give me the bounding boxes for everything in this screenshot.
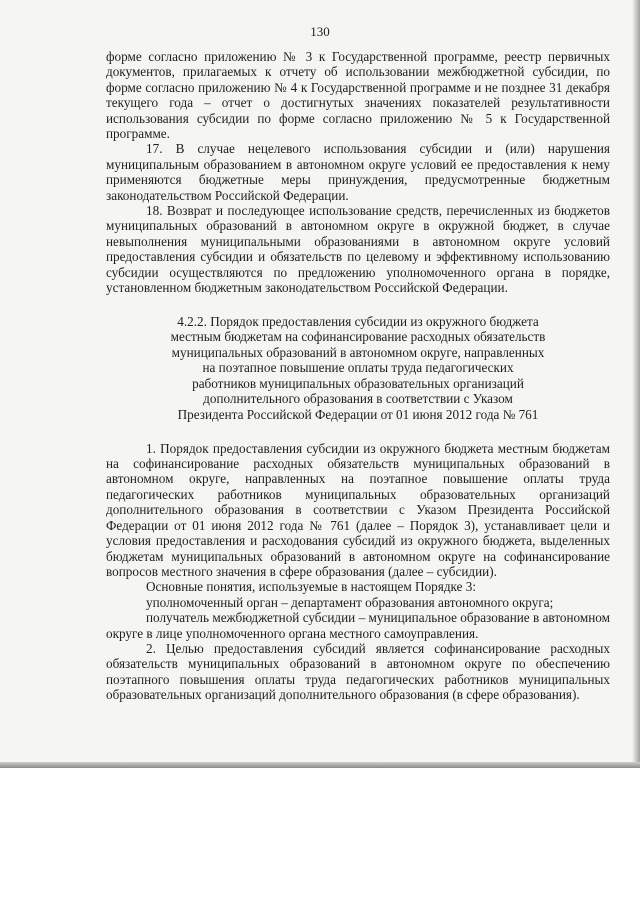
paragraph: 17. В случае нецелевого использования субсидии и (или) нарушения муниципальным образованием в автономном округе условий ее предоставления к нему применяются бюджетные меры принуждения, предусмотренные бюджетным законодательством Российской Федерации. [106, 141, 610, 203]
page-number: 130 [310, 24, 330, 39]
paragraph: 18. Возврат и последующее использование средств, перечисленных из бюджетов муниципальных образований в автономном округе в окружной бюджет, в случае невыполнения муниципальными образованиями в автономном округе условий предоставления субсидии и обязательств по целевому и эффективному использованию субсидии осуществляются по предложению уполномоченного органа в порядке, установленном бюджетным законодательством Российской Федерации. [106, 203, 610, 296]
heading-line: на поэтапное повышение оплаты труда педагогических [202, 360, 514, 376]
heading-line: Президента Российской Федерации от 01 июня 2012 года № 761 [177, 407, 539, 423]
paragraph: Основные понятия, используемые в настоящем Порядке 3: [146, 579, 477, 595]
scan-shadow [632, 0, 640, 768]
paragraph: 1. Порядок предоставления субсидии из окружного бюджета местным бюджетам на софинансирование расходных обязательств муниципальных образований в автономном округе, направленных на поэтапное повышение оплаты труда педагогических работников муниципальных образовательных организаций дополнительного образования в соответствии с Указом Президента Российской Федерации от 01 июня 2012 года № 761 (далее – Порядок 3), устанавливает цели и условия предоставления и расходования субсидий из окружного бюджета, выделенных бюджетам муниципальных образований в автономном округе на софинансирование вопросов местного значения в сфере образования (далее – субсидии). [106, 440, 610, 579]
heading-line: дополнительного образования в соответствии с Указом [203, 391, 513, 407]
paragraph: 2. Целью предоставления субсидий является софинансирование расходных обязательств муниципальных образований в автономном округе по обеспечению поэтапного повышения оплаты труда педагогических работников муниципальных образовательных организаций дополнительного образования (в сфере образования). [106, 640, 610, 703]
heading-line: местным бюджетам на софинансирование расходных обязательств [170, 329, 546, 345]
document-body [106, 49, 610, 703]
heading-line: муниципальных образований в автономном округе, направленных [171, 344, 545, 360]
paragraph: форме согласно приложению № 3 к Государственной программе, реестр первичных документов, прилагаемых к отчету об использовании межбюджетной субсидии, по форме согласно приложению № 4 к Государственной программе и не позднее 31 декабря текущего года – отчет о достигнутых значениях показателей результативности использования субсидии по форме согласно приложению № 5 к Государственной программе. [106, 49, 610, 142]
scan-bottom-edge [0, 762, 640, 768]
paragraph: уполномоченный орган – департамент образования автономного округа; [146, 594, 554, 610]
section-heading [106, 314, 610, 423]
heading-line: работников муниципальных образовательных организаций [192, 375, 524, 391]
heading-line: 4.2.2. Порядок предоставления субсидии из окружного бюджета [177, 313, 539, 329]
paragraph: получатель межбюджетной субсидии – муниципальное образование в автономном округе в лице уполномоченного органа местного самоуправления. [106, 610, 610, 641]
